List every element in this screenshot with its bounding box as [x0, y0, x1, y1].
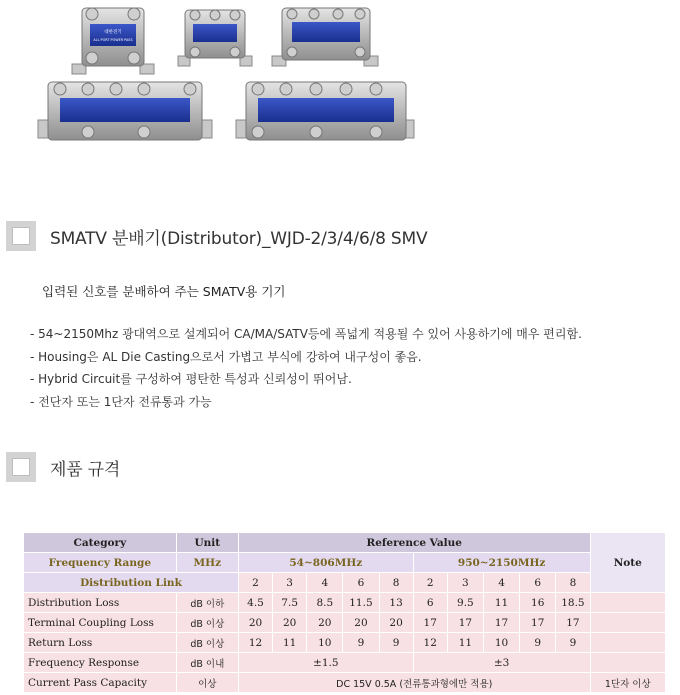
value-cell: 20 — [379, 613, 413, 633]
value-cell: 4.5 — [238, 593, 272, 613]
value-cell: 11 — [483, 593, 519, 613]
table-row — [24, 633, 666, 653]
header-unit: Unit — [176, 533, 238, 553]
row-unit: 이상 — [176, 673, 238, 693]
value-cell: 7.5 — [273, 593, 307, 613]
link-cell: 4 — [483, 573, 519, 593]
value-cell: 9 — [379, 633, 413, 653]
value-cell: 16 — [520, 593, 556, 613]
value-cell: 6 — [413, 593, 447, 613]
feature-item: - 전단자 또는 1단자 전류통과 가능 — [30, 394, 212, 409]
link-cell: 4 — [307, 573, 343, 593]
row-label: Current Pass Capacity — [24, 673, 177, 693]
value-cell: 11 — [447, 633, 483, 653]
value-cell: 17 — [483, 613, 519, 633]
freq-unit: MHz — [176, 553, 238, 573]
value-cell: 12 — [238, 633, 272, 653]
distributor-6way-image — [38, 82, 212, 140]
value-cell: 17 — [447, 613, 483, 633]
value-cell: 12 — [413, 633, 447, 653]
feature-item: - Housing은 AL Die Casting으로서 가볍고 부식에 강하여 내구성이 좋음. — [30, 349, 422, 364]
dist-label: Distribution Link — [24, 573, 239, 593]
distributor-4way-image — [272, 8, 378, 66]
table-row — [24, 593, 666, 613]
link-cell: 3 — [273, 573, 307, 593]
note-cell — [590, 593, 665, 613]
distributor-3way-image — [178, 10, 252, 66]
note-cell: 1단자 이상 — [590, 673, 665, 693]
header-category: Category — [24, 533, 177, 553]
link-cell: 3 — [447, 573, 483, 593]
row-label: Terminal Coupling Loss — [24, 613, 177, 633]
link-cell: 8 — [556, 573, 590, 593]
value-cell: 11 — [273, 633, 307, 653]
link-cell: 8 — [379, 573, 413, 593]
value-cell: 18.5 — [556, 593, 590, 613]
note-cell — [590, 633, 665, 653]
row-label: Return Loss — [24, 633, 177, 653]
header-note: Note — [590, 533, 665, 593]
value-cell: 20 — [343, 613, 379, 633]
row-unit: dB 이상 — [176, 613, 238, 633]
value-cell: 8.5 — [307, 593, 343, 613]
distributor-2way-image — [72, 8, 154, 74]
frequency-range-row — [24, 553, 666, 573]
freq-band2: 950~2150MHz — [413, 553, 590, 573]
section-title: SMATV 분배기(Distributor)_WJD-2/3/4/6/8 SMV — [50, 228, 428, 249]
square-bullet-icon — [6, 221, 36, 251]
link-cell: 2 — [413, 573, 447, 593]
freq-label: Frequency Range — [24, 553, 177, 573]
value-cell: 9 — [556, 633, 590, 653]
distributor-8way-image — [236, 82, 414, 140]
value-cell: 20 — [273, 613, 307, 633]
feature-list — [30, 323, 582, 413]
row-unit: dB 이상 — [176, 633, 238, 653]
value-cell: 17 — [413, 613, 447, 633]
current-pass-row — [24, 673, 666, 693]
value-cell: 20 — [238, 613, 272, 633]
header-reference: Reference Value — [238, 533, 590, 553]
value-cell: 20 — [307, 613, 343, 633]
value-cell: 11.5 — [343, 593, 379, 613]
value-cell: ±3 — [413, 653, 590, 673]
value-cell: 13 — [379, 593, 413, 613]
value-cell: 17 — [556, 613, 590, 633]
value-cell: 9 — [343, 633, 379, 653]
note-cell — [590, 613, 665, 633]
section-heading-spec — [6, 450, 120, 484]
link-cell: 2 — [238, 573, 272, 593]
photo-label-brand: 대한전기 — [104, 30, 122, 35]
feature-item: - Hybrid Circuit를 구성하여 평탄한 특성과 신뢰성이 뛰어남. — [30, 372, 352, 386]
row-label: Frequency Response — [24, 653, 177, 673]
section-heading-product — [6, 219, 427, 253]
value-cell: 9.5 — [447, 593, 483, 613]
note-cell — [590, 653, 665, 673]
square-bullet-icon — [6, 452, 36, 482]
value-cell: 10 — [483, 633, 519, 653]
value-cell: 9 — [520, 633, 556, 653]
row-label: Distribution Loss — [24, 593, 177, 613]
product-photo — [30, 0, 420, 160]
row-unit: dB 이내 — [176, 653, 238, 673]
value-cell: DC 15V 0.5A (전류통과형에만 적용) — [238, 673, 590, 693]
table-header-row — [24, 533, 666, 553]
table-row — [24, 613, 666, 633]
section-title: 제품 규격 — [50, 459, 121, 480]
product-intro: 입력된 신호를 분배하여 주는 SMATV용 기기 — [42, 284, 286, 299]
frequency-response-row — [24, 653, 666, 673]
feature-item: - 54~2150Mhz 광대역으로 설계되어 CA/MA/SATV등에 폭넓게 적용될 수 있어 사용하기에 매우 편리함. — [30, 327, 582, 341]
row-unit: dB 이하 — [176, 593, 238, 613]
link-cell: 6 — [520, 573, 556, 593]
distribution-link-row — [24, 573, 666, 593]
freq-band1: 54~806MHz — [238, 553, 413, 573]
photo-label-spec: ALL PORT POWER PASS — [93, 38, 133, 42]
spec-table — [23, 532, 666, 693]
value-cell: ±1.5 — [238, 653, 413, 673]
value-cell: 10 — [307, 633, 343, 653]
link-cell: 6 — [343, 573, 379, 593]
value-cell: 17 — [520, 613, 556, 633]
